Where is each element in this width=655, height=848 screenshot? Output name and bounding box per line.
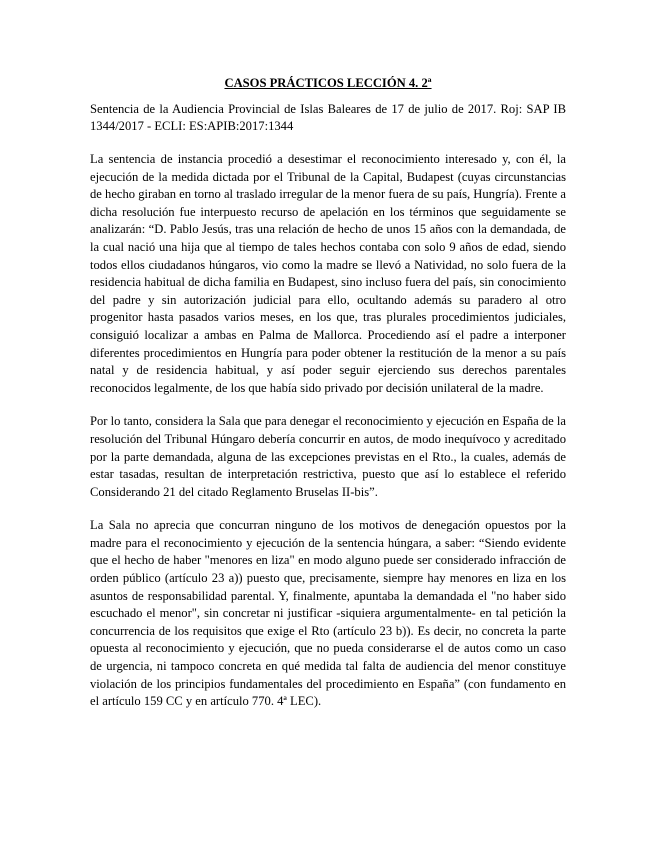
body-paragraph: La Sala no aprecia que concurran ninguno de los motivos de denegación opuestos por la madre para el reconocimiento y ejecución de la sentencia húngara, a saber: “Siendo evidente que el hecho de haber "menores en liza" en modo alguno puede ser considerado infracción de orden público (artículo 23 a)) puesto que, precisamente, siempre hay menores en liza en los asuntos de responsabilidad parental. Y, finalmente, apuntaba la demandada el "no haber sido escuchado el menor", sin concretar ni justificar -siquiera argumentalmente- en tal petición la concurrencia de los requisitos que exige el Rto (artículo 23 b)). Es decir, no concreta la parte opuesta al reconocimiento y ejecución, que no pueda considerarse el de autos como un caso de urgencia, ni tampoco concreta en qué medida tal falta de audiencia del menor constituye violación de los principios fundamentales del procedimiento en España” (con fundamento en el artículo 159 CC y en artículo 770. 4ª LEC). xyxy=(90,518,566,709)
body-paragraph: La sentencia de instancia procedió a desestimar el reconocimiento interesado y, con él, la ejecución de la medida dictada por el Tribunal de la Capital, Budapest (cuyas circunstancias de hecho giraban en torno al traslado irregular de la menor fuera de su país, Hungría). Frente a dicha resolución fue interpuesto recurso de apelación en los términos que seguidamente se analizarán: “D. Pablo Jesús, tras una relación de hecho de unos 15 años con la demandada, de la cual nació una hija que al tiempo de tales hechos contaba con solo 9 años de edad, siendo todos ellos ciudadanos húngaros, vio como la madre se llevó a Natividad, no solo fuera de la residencia habitual de dicha familia en Budapest, sino incluso fuera del país, sin conocimiento del padre y sin autorización judicial para ello, ocultando además su paradero al otro progenitor hasta pasados varios meses, en los que, tras plurales procedimientos judiciales, consiguió localizar a ambas en Palma de Mallorca. Procediendo así el padre a interponer diferentes procedimientos en Hungría para poder obtener la restitución de la menor a su país natal y de residencia habitual, y así poder seguir ejerciendo sus derechos parentales reconocidos legalmente, de los que había sido privado por decisión unilateral de la madre. xyxy=(90,152,566,395)
case-reference: Sentencia de la Audiencia Provincial de Islas Baleares de 17 de julio de 2017. Roj: SAP IB 1344/2017 - ECLI: ES:APIB:2017:1344 xyxy=(90,102,566,133)
document-title: CASOS PRÁCTICOS LECCIÓN 4. 2ª xyxy=(224,76,432,90)
document-page xyxy=(90,75,566,727)
body-paragraph: Por lo tanto, considera la Sala que para denegar el reconocimiento y ejecución en España de la resolución del Tribunal Húngaro debería concurrir en autos, de modo inequívoco y acreditado por la parte demandada, alguna de las excepciones previstas en el Rto., la cuales, además de estar tasadas, resultan de interpretación restrictiva, puesto que así lo establece el referido Considerando 21 del citado Reglamento Bruselas II-bis”. xyxy=(90,414,566,499)
